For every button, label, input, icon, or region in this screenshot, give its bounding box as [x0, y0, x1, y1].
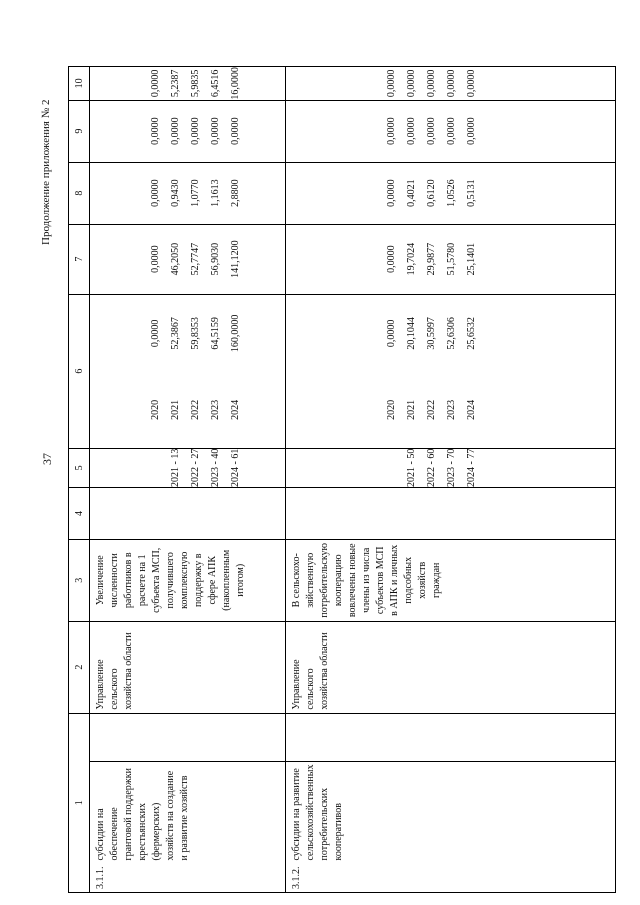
amount: 0,0000	[426, 117, 437, 145]
year: 2022	[426, 399, 437, 420]
column-header-7: 7	[69, 224, 90, 294]
column-header-1: 1	[69, 713, 90, 892]
year: 2022	[190, 399, 201, 420]
column-header-8: 8	[69, 162, 90, 224]
amount: 0,5131	[466, 179, 477, 207]
amount: 16,0000	[230, 67, 241, 100]
indicator-text: Увеличение численности работников в расчете на 1 субъекта МСП, получившего комплексную поддержку в сфере АПК (накопленным итогом)	[95, 547, 246, 613]
year: 2024	[230, 399, 241, 420]
year: 2021	[406, 399, 417, 420]
col9-cell	[90, 100, 286, 162]
amount: 0,0000	[170, 117, 181, 145]
target-value	[382, 449, 402, 487]
col9-cell	[286, 100, 616, 162]
col10-cell	[286, 67, 616, 101]
amount: 0,0000	[150, 179, 161, 207]
amount: 1,1613	[210, 179, 221, 207]
column-header-6: 6	[69, 294, 90, 448]
amount: 0,0000	[426, 69, 437, 98]
amount: 56,9030	[210, 242, 221, 276]
amount: 160,0000	[230, 314, 241, 353]
amount: 0,0000	[466, 69, 477, 98]
year-cell	[90, 372, 286, 448]
row-cell-1b	[286, 713, 616, 761]
executor-text: Управление сельского хозяйства области	[95, 632, 134, 710]
column-header-9: 9	[69, 100, 90, 162]
amount: 25,1401	[466, 242, 477, 276]
col4-cell	[90, 487, 286, 539]
row-cell-1	[90, 761, 286, 892]
row-cell-1b	[90, 713, 286, 761]
amount: 5,2387	[170, 69, 181, 98]
column-number-row	[69, 67, 90, 893]
executor-text: Управление сельского хозяйства области	[291, 632, 330, 710]
amount: 0,0000	[406, 117, 417, 145]
amount: 0,0000	[150, 245, 161, 273]
col6-cell	[90, 294, 286, 372]
column-header-10: 10	[69, 67, 90, 101]
amount: 2,8800	[230, 179, 241, 207]
amount: 51,5780	[446, 242, 457, 276]
amount: 0,0000	[386, 69, 397, 98]
col4-cell	[286, 487, 616, 539]
event-name: субсидии на развитие сельскохозяйственных потребительских кооперативов	[291, 764, 344, 861]
table-row	[90, 67, 286, 893]
col10-cell	[90, 67, 286, 101]
column-header-3: 3	[69, 539, 90, 621]
col7-cell	[90, 224, 286, 294]
col8-cell	[286, 162, 616, 224]
appendix-table	[68, 66, 616, 893]
indicator-text: В сельскохо- зяйственную потребительскую кооперацию вовлечены новые члены из числа субъектов МСП в АПК и личных подсобных хозяйств граждан	[291, 542, 442, 618]
amount: 0,0000	[210, 117, 221, 145]
col5-cell	[90, 448, 286, 487]
row-number: 3.1.1.	[95, 866, 106, 889]
amount: 20,1044	[406, 317, 417, 350]
amount: 46,2050	[170, 242, 181, 276]
indicator	[90, 539, 286, 621]
amount: 0,0000	[446, 69, 457, 98]
amount: 0,0000	[406, 69, 417, 98]
target-value: 2024 - 61	[230, 448, 241, 487]
event-name: субсидии на обеспечение грантовой поддержки крестьянских (фермерских) хозяйств на создание и развитие хозяйств	[95, 768, 190, 861]
amount: 19,7024	[406, 242, 417, 276]
amount: 0,0000	[190, 117, 201, 145]
executor	[286, 621, 616, 713]
amount: 0,0000	[150, 117, 161, 145]
amount: 25,6532	[466, 317, 477, 350]
target-value: 2023 - 40	[210, 448, 221, 487]
year: 2024	[466, 399, 477, 420]
amount: 30,5997	[426, 317, 437, 350]
page-number: 37	[40, 453, 54, 465]
amount: 1,0770	[190, 179, 201, 207]
amount: 141,1200	[230, 240, 241, 278]
target-value: 2021 - 50	[406, 448, 417, 487]
amount: 5,9835	[190, 69, 201, 98]
indicator	[286, 539, 616, 621]
target-value: 2021 - 13	[170, 448, 181, 487]
amount: 0,4021	[406, 179, 417, 207]
col8-cell	[90, 162, 286, 224]
amount: 0,0000	[386, 179, 397, 207]
col5-cell	[286, 448, 616, 487]
amount: 0,0000	[230, 117, 241, 145]
target-value: 2022 - 60	[426, 448, 437, 487]
column-header-4: 4	[69, 487, 90, 539]
year: 2020	[386, 399, 397, 420]
amount: 52,3867	[170, 317, 181, 350]
col7-cell	[286, 224, 616, 294]
executor	[90, 621, 286, 713]
amount: 59,8353	[190, 317, 201, 350]
target-value: 2022 - 27	[190, 448, 201, 487]
amount: 0,0000	[386, 245, 397, 273]
amount: 0,9430	[170, 179, 181, 207]
row-cell-1	[286, 761, 616, 892]
row-number: 3.1.2.	[291, 866, 302, 889]
amount: 52,7747	[190, 242, 201, 276]
table-row	[286, 67, 616, 893]
amount: 0,0000	[446, 117, 457, 145]
year: 2023	[210, 399, 221, 420]
year: 2023	[446, 399, 457, 420]
col6-cell	[286, 294, 616, 372]
amount: 64,5159	[210, 317, 221, 350]
year: 2021	[170, 399, 181, 420]
appendix-continuation: Продолжение приложения № 2	[40, 99, 52, 245]
amount: 29,9877	[426, 242, 437, 276]
amount: 0,0000	[386, 117, 397, 145]
year-cell	[286, 372, 616, 448]
year: 2020	[150, 399, 161, 420]
target-value	[146, 449, 166, 487]
column-header-2: 2	[69, 621, 90, 713]
target-value: 2024 - 77	[466, 448, 477, 487]
amount: 0,0000	[150, 319, 161, 348]
amount: 0,0000	[466, 117, 477, 145]
amount: 0,6120	[426, 179, 437, 207]
amount: 6,4516	[210, 69, 221, 98]
amount: 52,6306	[446, 317, 457, 350]
column-header-5: 5	[69, 448, 90, 487]
amount: 1,0526	[446, 179, 457, 207]
amount: 0,0000	[386, 319, 397, 348]
amount: 0,0000	[150, 69, 161, 98]
target-value: 2023 - 70	[446, 448, 457, 487]
